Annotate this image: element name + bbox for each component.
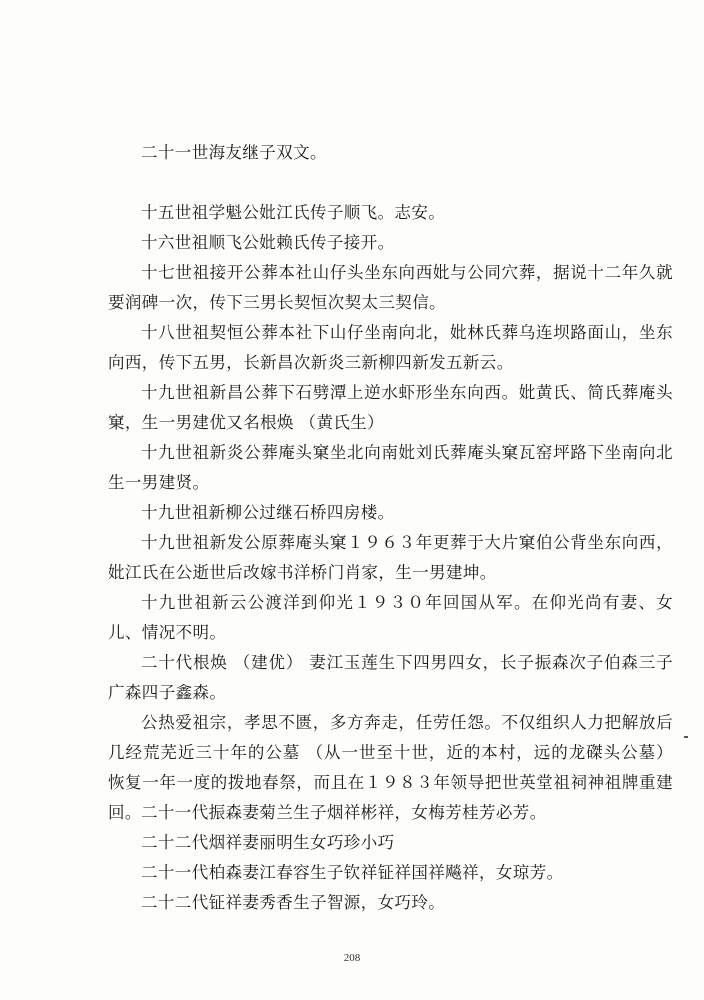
paragraph-11: 二十代根焕 （建优） 妻江玉莲生下四男四女，长子振森次子伯森三子广森四子鑫森。 [108, 653, 673, 702]
paragraph-7: 十九世祖新炎公葬庵头窠坐北向南妣刘氏葬庵头窠瓦窑坪路下坐南向北生一男建贤。 [108, 443, 673, 492]
paragraph-2: 十五世祖学魁公妣江氏传子顺飞。志安。 [141, 203, 446, 222]
paragraph-12: 公热爱祖宗，孝思不匮，多方奔走，任劳任怨。不仅组织人力把解放后几经荒芜近三十年的公墓 （从一世至十世，近的本村，远的龙磔头公墓） 恢复一年一度的拨地春祭，而且在１９８３年领导把世英堂祖祠神祖牌重建回。 [108, 713, 673, 822]
paragraph-6: 十九世祖新昌公葬下石劈潭上逆水虾形坐东向西。妣黄氏、简氏葬庵头窠，生一男建优又名根焕 （黄氏生） [108, 383, 673, 432]
scan-speck [684, 736, 688, 738]
paragraph-16: 二十二代钲祥妻秀香生子智源，女巧玲。 [141, 893, 446, 912]
paragraph-14: 二十二代烟祥妻丽明生女巧珍小巧 [141, 833, 395, 852]
paragraph-15: 二十一代柏森妻江春容生子钦祥钲祥国祥飚祥，女琼芳。 [141, 863, 564, 882]
paragraph-13: 二十一代振森妻菊兰生子烟祥彬祥，女梅芳桂芳必芳。 [141, 803, 547, 822]
paragraph-4: 十七世祖接开公葬本社山仔头坐东向西妣与公同穴葬，据说十二年久就要润碑一次，传下三男长契恒次契太三契信。 [108, 263, 673, 312]
paragraph-10: 十九世祖新云公渡洋到仰光１９３０年回国从军。在仰光尚有妻、女儿、情况不明。 [108, 593, 673, 642]
paragraph-9: 十九世祖新发公原葬庵头窠１９６３年更葬于大片窠伯公背坐东向西，妣江氏在公逝世后改嫁书洋桥门肖家，生一男建坤。 [108, 533, 673, 582]
paragraph-3: 十六世祖顺飞公妣赖氏传子接开。 [141, 233, 395, 252]
paragraph-1: 二十一世海友继子双文。 [141, 143, 327, 162]
paragraph-5: 十八世祖契恒公葬本社下山仔坐南向北，妣林氏葬乌连坝路面山，坐东向西，传下五男，长新昌次新炎三新柳四新发五新云。 [108, 323, 673, 372]
page-number: 208 [343, 952, 361, 964]
paragraph-8: 十九世祖新柳公过继石桥四房楼。 [141, 503, 395, 522]
